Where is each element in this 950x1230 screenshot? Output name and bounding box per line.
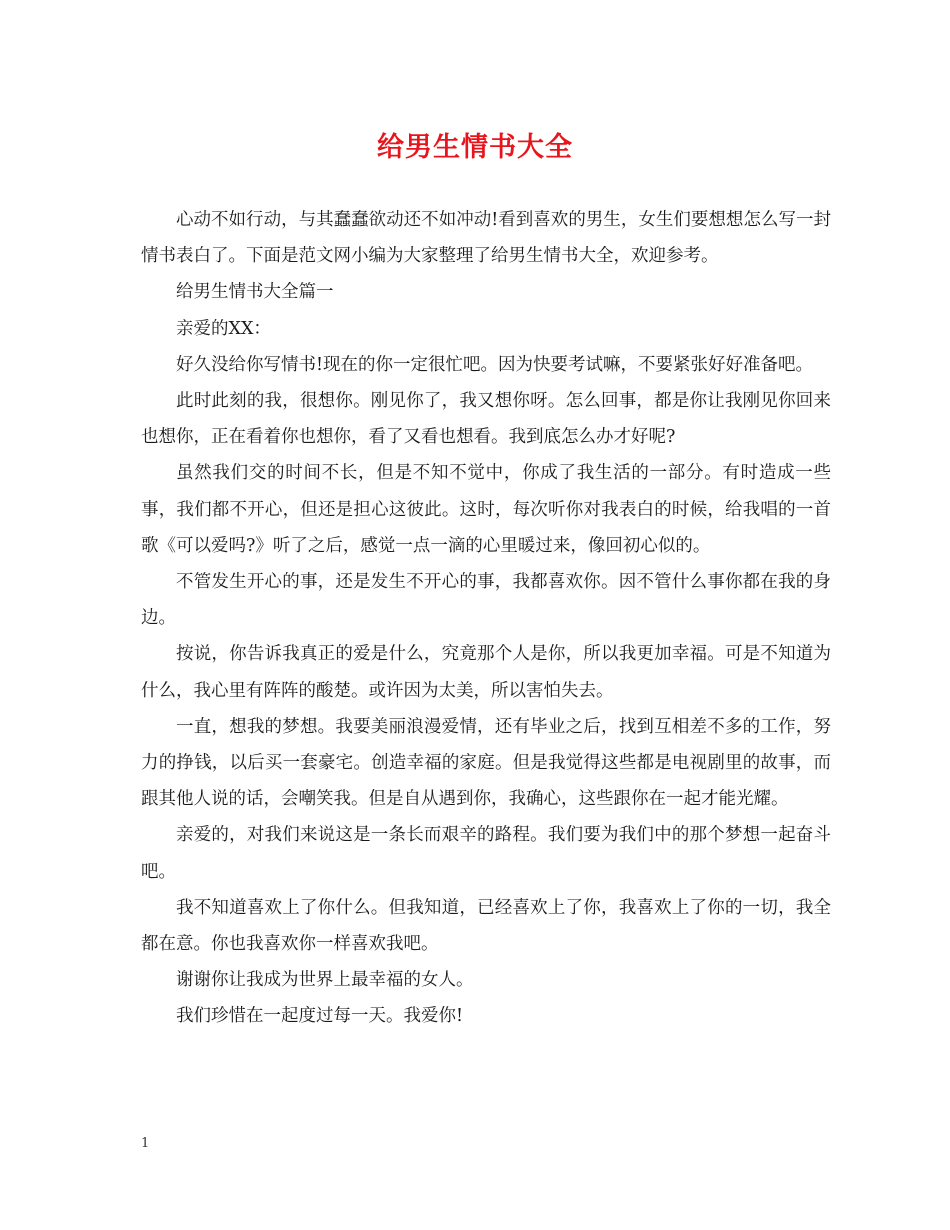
paragraph: 虽然我们交的时间不长，但是不知不觉中，你成了我生活的一部分。有时造成一些事，我们都不开心，但还是担心这彼此。这时，每次听你对我表白的时候，给我唱的一首歌《可以爱吗?》听了之后，感觉一点一滴的心里暖过来，像回初心似的。 xyxy=(141,463,831,556)
paragraph: 谢谢你让我成为世界上最幸福的女人。 xyxy=(176,970,474,991)
paragraph-intro: 心动不如行动，与其蠢蠢欲动还不如冲动!看到喜欢的男生，女生们要想想怎么写一封情书表白了。下面是范文网小编为大家整理了给男生情书大全，欢迎参考。 xyxy=(141,210,831,267)
paragraph: 按说，你告诉我真正的爱是什么，究竟那个人是你，所以我更加幸福。可是不知道为什么，我心里有阵阵的酸楚。或许因为太美，所以害怕失去。 xyxy=(141,644,831,701)
paragraph: 一直，想我的梦想。我要美丽浪漫爱情，还有毕业之后，找到互相差不多的工作，努力的挣钱，以后买一套豪宅。创造幸福的家庭。但是我觉得这些都是电视剧里的故事，而跟其他人说的话，会嘲笑我。但是自从遇到你，我确心，这些跟你在一起才能光耀。 xyxy=(141,716,831,810)
paragraph: 亲爱的，对我们来说这是一条长而艰辛的路程。我们要为我们中的那个梦想一起奋斗吧。 xyxy=(141,825,831,882)
paragraph: 我不知道喜欢上了你什么。但我知道，已经喜欢上了你，我喜欢上了你的一切，我全都在意。你也我喜欢你一样喜欢我吧。 xyxy=(141,897,831,955)
paragraph-closing: 我们珍惜在一起度过每一天。我爱你! xyxy=(176,1006,464,1027)
paragraph: 不管发生开心的事，还是发生不开心的事，我都喜欢你。因不管什么事你都在我的身边。 xyxy=(141,572,831,629)
salutation: 亲爱的XX： xyxy=(176,318,271,339)
paragraph: 此时此刻的我，很想你。刚见你了，我又想你呀。怎么回事，都是你让我刚见你回来也想你，正在看着你也想你，看了又看也想看。我到底怎么办才好呢? xyxy=(141,391,831,448)
paragraph: 好久没给你写情书!现在的你一定很忙吧。因为快要考试嘛，不要紧张好好准备吧。 xyxy=(176,354,814,375)
document-body xyxy=(141,202,831,1035)
page-number: 1 xyxy=(141,1136,150,1151)
document-title: 给男生情书大全 xyxy=(377,132,573,163)
section-heading: 给男生情书大全篇一 xyxy=(176,282,334,303)
